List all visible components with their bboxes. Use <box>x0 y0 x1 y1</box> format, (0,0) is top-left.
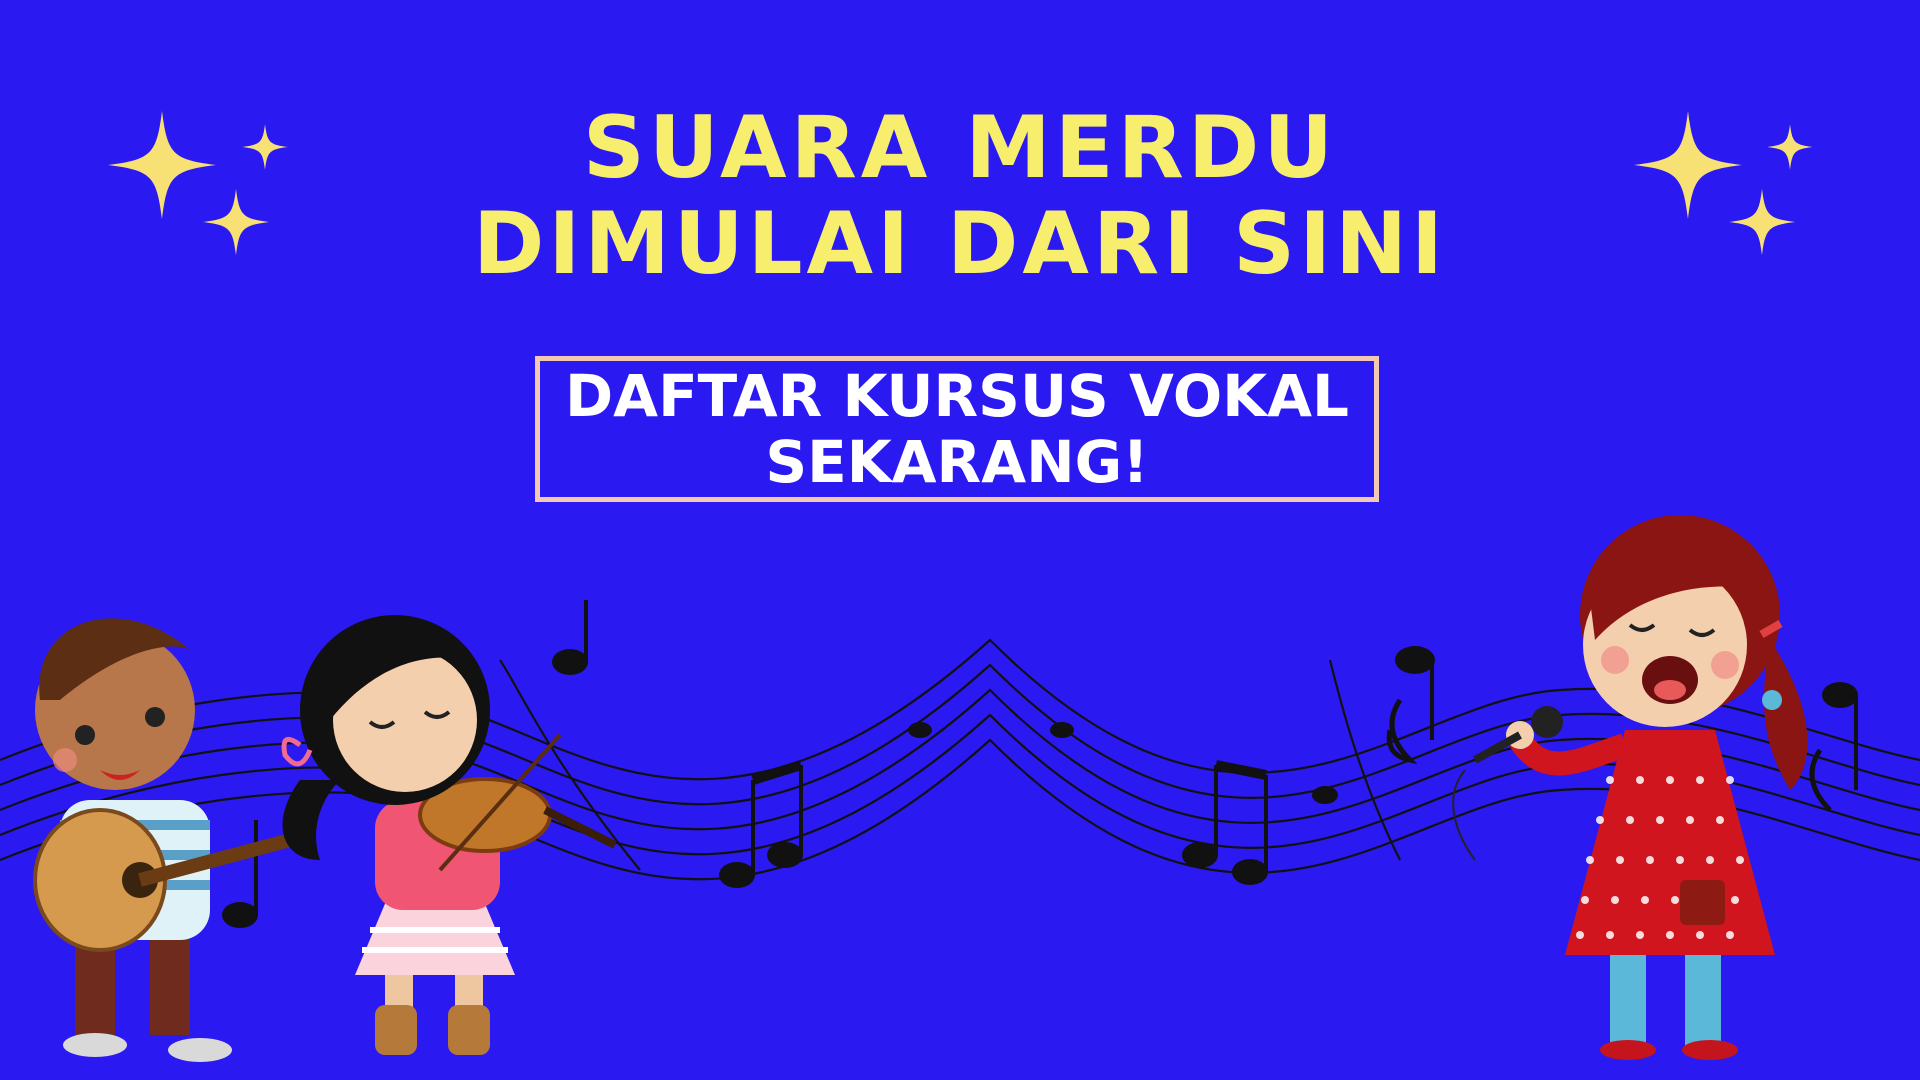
headline-line-2: DIMULAI DARI SINI <box>472 194 1448 294</box>
cta-line-2: SEKARANG! <box>765 428 1149 496</box>
boy-guitar-illustration <box>35 618 290 1062</box>
cta-box[interactable] <box>535 356 1379 502</box>
headline <box>0 100 1920 292</box>
cta-line-1: DAFTAR KURSUS VOKAL <box>565 362 1349 430</box>
girl-violin-illustration <box>283 615 615 1055</box>
singing-girl-illustration <box>1453 515 1807 1060</box>
headline-line-1: SUARA MERDU <box>582 98 1338 198</box>
